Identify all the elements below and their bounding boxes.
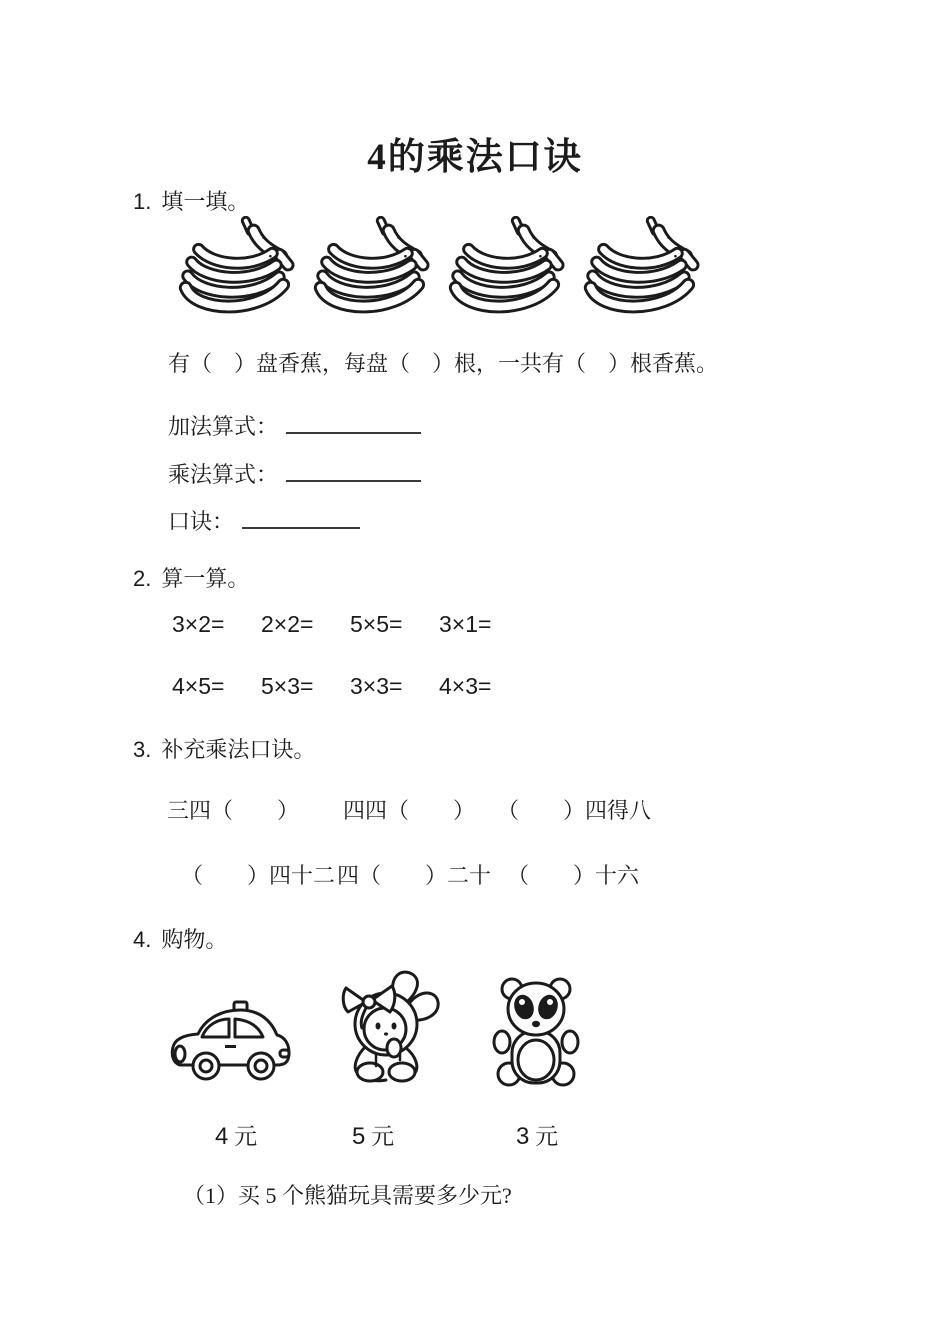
q1-header xyxy=(133,185,249,216)
bunny-doll-icon xyxy=(336,968,444,1086)
addition-blank[interactable] xyxy=(286,412,421,434)
expression: 5×3= xyxy=(261,673,314,699)
price-amount: 5 xyxy=(352,1123,366,1150)
mnemonic-blank[interactable] xyxy=(242,507,360,529)
banana-bunch-icon xyxy=(303,216,431,318)
q2-header xyxy=(133,562,249,593)
toy-car-icon xyxy=(168,998,294,1084)
price-unit: 元 xyxy=(535,1124,559,1149)
price-amount: 4 xyxy=(215,1123,229,1150)
q1-label: 填一填。 xyxy=(161,189,250,214)
banana-bunch-icon xyxy=(438,216,566,318)
page-title: 4的乘法口诀 xyxy=(367,137,583,178)
q3-number: 3. xyxy=(133,737,152,762)
mnemonic-blank-item: （ ）十六 xyxy=(507,863,640,888)
multiplication-blank[interactable] xyxy=(286,460,421,482)
banana-bunch-icon xyxy=(168,216,296,318)
expression: 3×2= xyxy=(172,611,225,637)
expression: 4×5= xyxy=(172,673,225,699)
price-bunny xyxy=(352,1118,394,1151)
q1-multiplication-line xyxy=(168,458,421,489)
price-panda xyxy=(516,1118,558,1151)
expression: 3×3= xyxy=(350,673,403,699)
mnemonic-blank-item: 三四（ ） xyxy=(167,798,300,823)
price-unit: 元 xyxy=(234,1124,258,1149)
price-amount: 3 xyxy=(516,1123,530,1150)
multiplication-label: 乘法算式： xyxy=(168,462,279,487)
q1-fill-sentence: 有（ ）盘香蕉，每盘（ ）根，一共有（ ）根香蕉。 xyxy=(168,351,719,376)
panda-toy-illustration xyxy=(488,976,584,1088)
addition-label: 加法算式： xyxy=(168,414,279,439)
mnemonic-blank-item: （ ）四十二 xyxy=(181,863,336,888)
q4-header xyxy=(133,923,227,954)
q4-number: 4. xyxy=(133,927,152,952)
mnemonic-blank-item: 四（ ）二十 xyxy=(337,863,492,888)
expression: 2×2= xyxy=(261,611,314,637)
bunny-doll-illustration xyxy=(336,968,444,1086)
mnemonic-blank-item: 四四（ ） xyxy=(343,798,476,823)
panda-toy-icon xyxy=(488,976,584,1088)
q2-row1 xyxy=(172,611,528,638)
q4-sub-question-1: （1）买 5 个熊猫玩具需要多少元? xyxy=(183,1183,512,1208)
q1-addition-line xyxy=(168,410,421,441)
price-car xyxy=(215,1118,257,1151)
banana-bunch-icon xyxy=(573,216,701,318)
q3-label: 补充乘法口诀。 xyxy=(161,737,316,762)
q4-label: 购物。 xyxy=(161,927,228,952)
banana-illustration-row xyxy=(168,216,701,318)
q2-number: 2. xyxy=(133,566,152,591)
expression: 3×1= xyxy=(439,611,492,637)
expression: 5×5= xyxy=(350,611,403,637)
q1-mnemonic-line xyxy=(168,505,360,536)
q2-row2 xyxy=(172,673,528,700)
expression: 4×3= xyxy=(439,673,492,699)
q3-header xyxy=(133,733,315,764)
q1-number: 1. xyxy=(133,189,152,214)
price-unit: 元 xyxy=(371,1124,395,1149)
q2-label: 算一算。 xyxy=(161,566,250,591)
mnemonic-label: 口诀： xyxy=(168,509,235,534)
mnemonic-blank-item: （ ）四得八 xyxy=(497,798,652,823)
toy-car-illustration xyxy=(168,998,294,1084)
